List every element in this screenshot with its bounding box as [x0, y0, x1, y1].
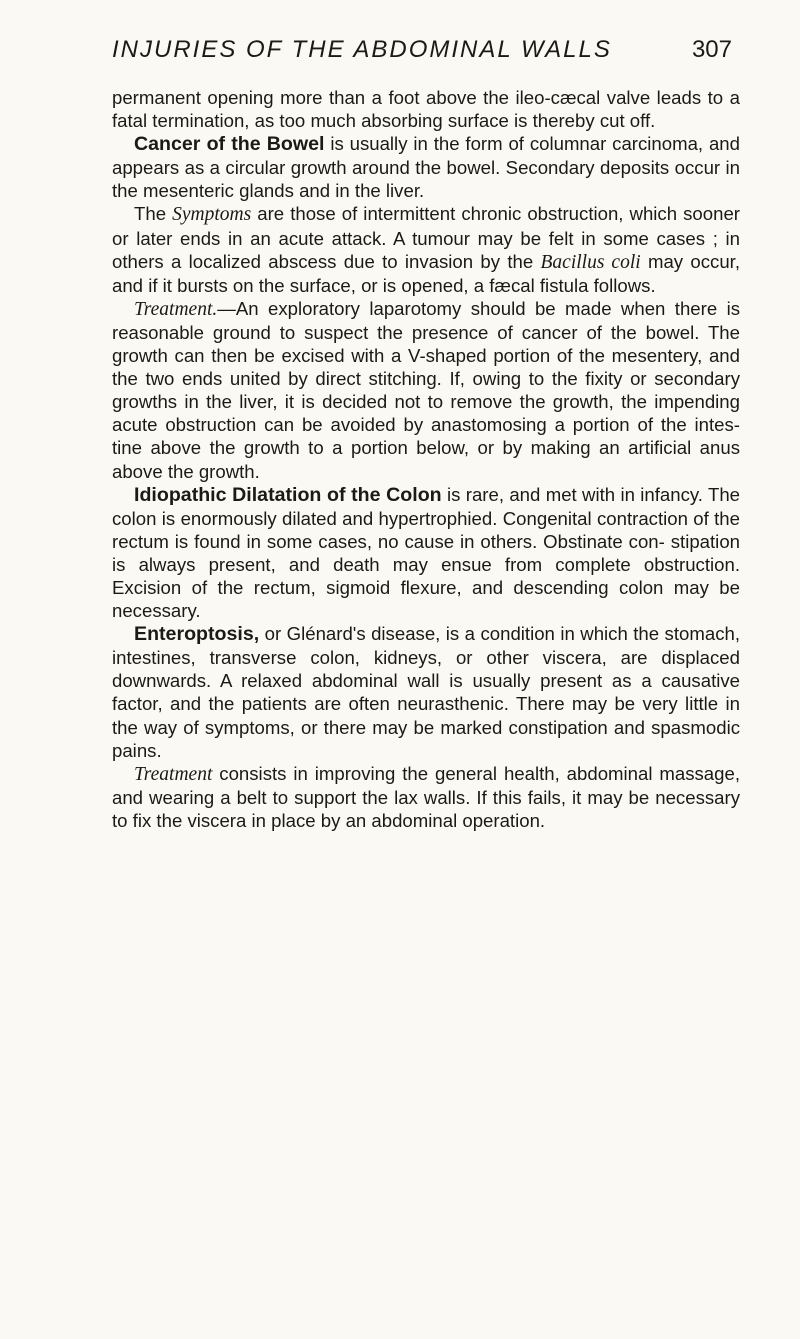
paragraph-text: The [134, 203, 173, 225]
header-title: INJURIES OF THE ABDOMINAL WALLS [112, 36, 612, 63]
paragraph-text: permanent opening more than a foot above the ileo-cæcal valve leads to a fatal termination, as too much absorbing surface is thereby cut off. [112, 87, 740, 132]
paragraph-idiopathic-dilatation [112, 483, 740, 623]
paragraph-text: is usually in the form of columnar carcinoma, and appears as a circular growth around the bowel. Secondary deposits occur in the mesenteric glands and in the liver. [112, 133, 740, 202]
paragraph-text: —An exploratory laparotomy should be made when there is reasonable ground to suspect the presence of cancer of the bowel. The growth can then be excised with a V-shaped portion of the mesentery, and the two ends united by direct stitching. If, owing to the fixity or secondary growths in the liver, it is decided not to remove the growth, the impending acute obstruction can be avoided by anastomosing a portion of the intes- tine above the growth to a portion below, or by making an artificial anus above the growth. [112, 297, 740, 482]
paragraph-symptoms [112, 202, 740, 296]
paragraph-treatment-cancer [112, 297, 740, 483]
paragraph-text: consists in improving the general health, abdominal massage, and wearing a belt to support the lax walls. If this fails, it may be necessary to fix the viscera in place by an abdominal operation. [112, 762, 740, 831]
paragraph-treatment-enteroptosis [112, 762, 740, 832]
paragraph-cancer-of-bowel [112, 132, 740, 202]
paragraph-enteroptosis [112, 622, 740, 762]
paragraph-text: may occur, and if it bursts on the surface, or is opened, a fæcal fistula follows. [112, 250, 740, 296]
paragraph-text: or Glénard's disease, is a condition in which the stomach, intestines, transverse colon, kidneys, or other viscera, are displaced downwards. A relaxed abdominal wall is usually present as a causative factor, and the patients are often neurasthenic. There may be very little in the way of symptoms, or there may be marked constipation and spasmodic pains. [112, 623, 740, 761]
paragraph-continuation [112, 86, 740, 132]
paragraph-text: is rare, and met with in infancy. The colon is enormously dilated and hypertrophied. Congenital contraction of the rectum is found in some cases, no cause in others. Obstinate con- stipation is always present, and death may ensue from complete obstruction. Excision of the rectum, sigmoid flexure, and descending colon may be necessary. [112, 483, 740, 622]
section-heading-cancer: Cancer of the Bowel [134, 133, 325, 156]
section-heading-enteroptosis: Enteroptosis, [134, 623, 260, 646]
term-bacillus-coli: Bacillus coli [540, 251, 641, 273]
section-heading-dilatation: Idiopathic Dilatation of the Colon [134, 483, 442, 506]
subheading-treatment: Treatment. [134, 298, 218, 320]
subheading-symptoms: Symptoms [172, 204, 252, 226]
page-body [112, 86, 740, 832]
subheading-treatment: Treatment [134, 763, 213, 785]
page-number: 307 [691, 36, 732, 63]
paragraph-text: are those of intermittent chronic obstruction, which sooner or later ends in an acute attack. A tumour may be felt in some cases ; in others a localized abscess due to invasion by the [112, 203, 740, 272]
running-header [112, 36, 732, 64]
